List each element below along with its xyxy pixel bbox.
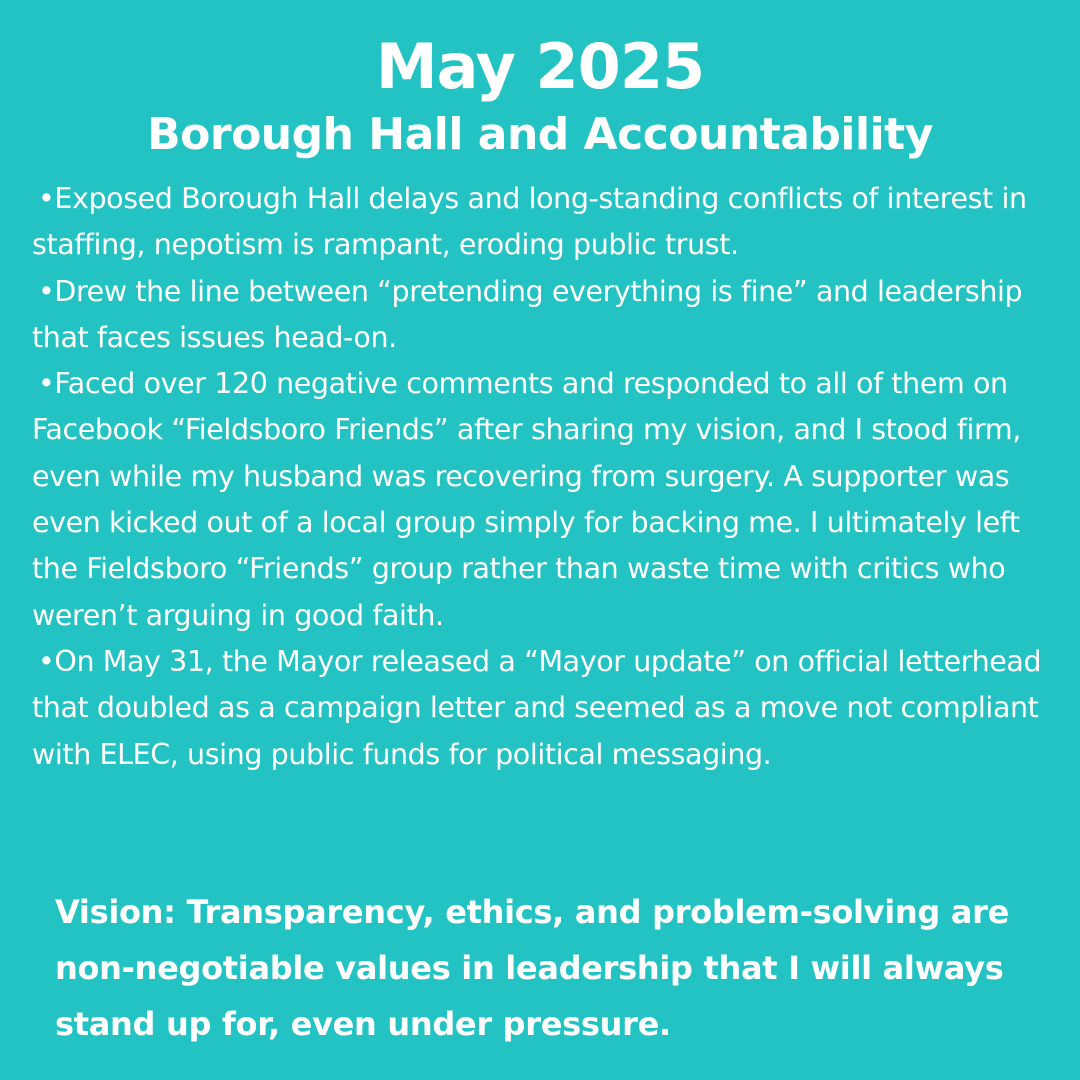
bullet-item: [32, 269, 1072, 362]
bullet-marker: •: [38, 182, 55, 215]
bullet-text: Faced over 120 negative comments and responded to all of them on Facebook “Fieldsboro Friends” after sharing my vision, and I stood firm, even while my husband was recovering from surgery. A supporter was even kicked out of a local group simply for backing me. I ultimately left the Fieldsboro “Friends” group rather than waste time with critics who weren’t arguing in good faith.: [32, 367, 1021, 632]
bullet-text: On May 31, the Mayor released a “Mayor update” on official letterhead that doubled as a campaign letter and seemed as a move not compliant with ELEC, using public funds for political messaging.: [32, 644, 1042, 771]
bullet-marker: •: [38, 274, 55, 308]
vision-statement: Vision: Transparency, ethics, and problem-solving are non-negotiable values in leadership that I will always stand up for, even under pressure.: [55, 893, 1010, 1043]
bullet-marker: •: [38, 644, 55, 678]
page-title: May 2025: [375, 30, 705, 103]
bullet-marker: •: [38, 367, 55, 401]
bullet-item: [32, 176, 1072, 269]
bullet-text: Drew the line between “pretending everything is fine” and leadership that faces issues head-on.: [32, 274, 1023, 354]
bullet-text: Exposed Borough Hall delays and long-standing conflicts of interest in staffing, nepotism is rampant, eroding public trust.: [32, 182, 1027, 262]
bullet-item: [32, 639, 1072, 778]
bullet-item: [32, 361, 1072, 639]
bullet-list: [32, 176, 1072, 778]
page-subtitle: Borough Hall and Accountability: [147, 109, 933, 160]
